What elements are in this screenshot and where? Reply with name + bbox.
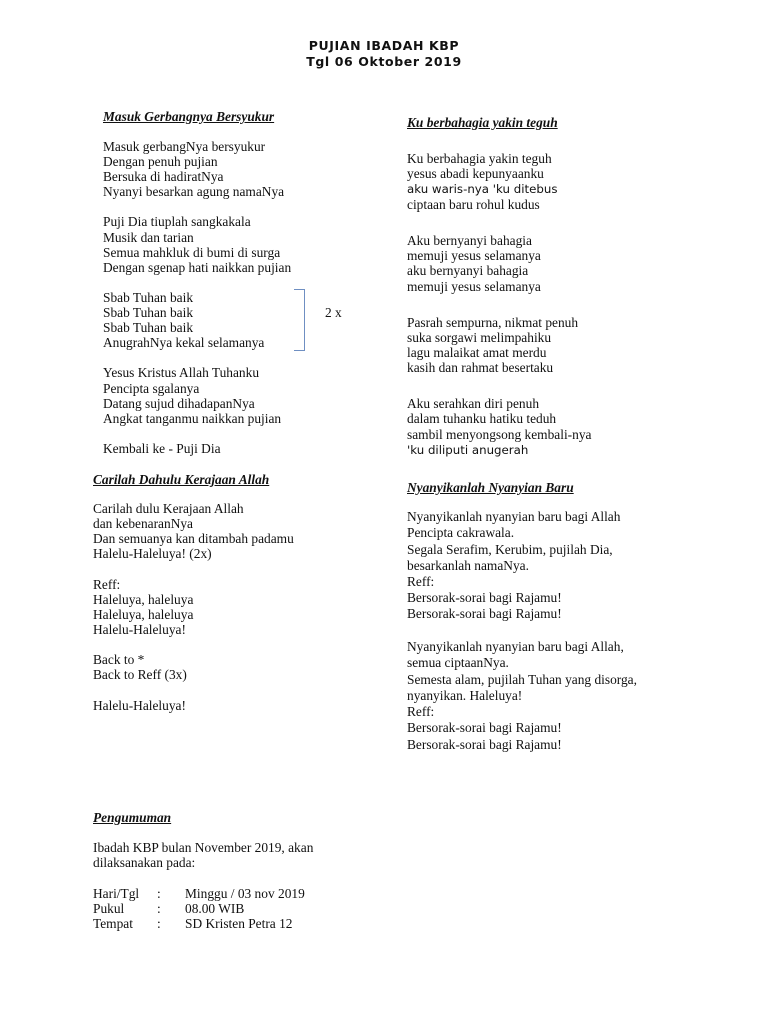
lyric-line: Pencipta cakrawala. — [407, 525, 515, 540]
repeat-bracket — [294, 289, 305, 351]
lyric-line: Halelu-Haleluya! — [93, 622, 186, 637]
info-value: 08.00 WIB — [185, 901, 245, 916]
lyric-line: Reff: — [407, 704, 435, 719]
lyric-line: Carilah dulu Kerajaan Allah — [93, 501, 244, 516]
lyric-line: aku waris-nya 'ku ditebus — [407, 182, 558, 196]
lyric-line: Semua mahkluk di bumi di surga — [103, 245, 281, 260]
lyric-line: Nyanyikanlah nyanyian baru bagi Allah, — [407, 639, 624, 654]
lyric-line: Sbab Tuhan baik — [103, 290, 194, 305]
document-date: Tgl 06 Oktober 2019 — [306, 54, 462, 69]
lyric-line: Reff: — [407, 574, 435, 589]
info-label: Pukul — [93, 901, 125, 916]
lyric-line: ciptaan baru rohul kudus — [407, 197, 540, 212]
lyric-line: Halelu-Haleluya! — [93, 698, 186, 713]
document-title: PUJIAN IBADAH KBP — [308, 38, 460, 53]
info-label: Tempat — [93, 916, 133, 931]
lyric-line: lagu malaikat amat merdu — [407, 345, 547, 360]
lyric-line: Yesus Kristus Allah Tuhanku — [103, 365, 260, 380]
info-separator: : — [157, 901, 161, 916]
announcement-title: Pengumuman — [93, 810, 172, 825]
info-value: Minggu / 03 nov 2019 — [185, 886, 305, 901]
lyric-line: Semesta alam, pujilah Tuhan yang disorga, — [407, 672, 637, 687]
lyric-line: Kembali ke - Puji Dia — [103, 441, 221, 456]
repeat-count: 2 x — [325, 305, 342, 320]
lyric-line: Segala Serafim, Kerubim, pujilah Dia, — [407, 542, 613, 557]
document-header — [0, 38, 768, 70]
lyric-line: Angkat tanganmu naikkan pujian — [103, 411, 282, 426]
lyric-line: Bersuka di hadiratNya — [103, 169, 224, 184]
song-title: Nyanyikanlah Nyanyian Baru — [407, 480, 574, 495]
lyric-line: Reff: — [93, 577, 121, 592]
info-value: SD Kristen Petra 12 — [185, 916, 293, 931]
lyric-line: Pencipta sgalanya — [103, 381, 200, 396]
lyric-line: Back to Reff (3x) — [93, 667, 187, 682]
lyric-line: Ku berbahagia yakin teguh — [407, 151, 552, 166]
lyric-line: sambil menyongsong kembali-nya — [407, 427, 592, 442]
lyric-line: Aku bernyanyi bahagia — [407, 233, 532, 248]
lyric-line: Musik dan tarian — [103, 230, 194, 245]
info-separator: : — [157, 886, 161, 901]
lyric-line: Masuk gerbangNya bersyukur — [103, 139, 266, 154]
info-separator: : — [157, 916, 161, 931]
lyric-line: Dengan penuh pujian — [103, 154, 218, 169]
lyric-line: Bersorak-sorai bagi Rajamu! — [407, 720, 562, 735]
lyric-line: Bersorak-sorai bagi Rajamu! — [407, 590, 562, 605]
lyric-line: Nyanyi besarkan agung namaNya — [103, 184, 285, 199]
song-title: Carilah Dahulu Kerajaan Allah — [93, 472, 270, 487]
lyric-line: Bersorak-sorai bagi Rajamu! — [407, 606, 562, 621]
lyric-line: kasih dan rahmat besertaku — [407, 360, 554, 375]
announcement-text: dilaksanakan pada: — [93, 855, 196, 870]
lyric-line: Haleluya, haleluya — [93, 607, 194, 622]
lyric-line: Aku serahkan diri penuh — [407, 396, 540, 411]
lyric-line: Bersorak-sorai bagi Rajamu! — [407, 737, 562, 752]
lyric-line: Datang sujud dihadapanNya — [103, 396, 255, 411]
lyric-line: Sbab Tuhan baik — [103, 305, 194, 320]
song-title: Ku berbahagia yakin teguh — [407, 115, 558, 130]
info-label: Hari/Tgl — [93, 886, 140, 901]
lyric-line: Puji Dia tiuplah sangkakala — [103, 214, 251, 229]
lyric-line: Sbab Tuhan baik — [103, 320, 194, 335]
lyric-line: Dengan sgenap hati naikkan pujian — [103, 260, 292, 275]
lyric-line: memuji yesus selamanya — [407, 248, 541, 263]
lyric-line: nyanyikan. Haleluya! — [407, 688, 523, 703]
lyric-line: yesus abadi kepunyaanku — [407, 166, 544, 181]
lyric-line: 'ku diliputi anugerah — [407, 443, 529, 457]
lyric-line: aku bernyanyi bahagia — [407, 263, 529, 278]
lyric-line: Back to * — [93, 652, 145, 667]
lyric-line: Pasrah sempurna, nikmat penuh — [407, 315, 579, 330]
lyric-line: semua ciptaanNya. — [407, 655, 509, 670]
lyric-line: besarkanlah namaNya. — [407, 558, 529, 573]
song-title: Masuk Gerbangnya Bersyukur — [103, 109, 275, 124]
lyric-line: Haleluya, haleluya — [93, 592, 194, 607]
lyric-line: suka sorgawi melimpahiku — [407, 330, 552, 345]
lyric-line: Halelu-Haleluya! (2x) — [93, 546, 212, 561]
lyric-line: Nyanyikanlah nyanyian baru bagi Allah — [407, 509, 621, 524]
announcement-text: Ibadah KBP bulan November 2019, akan — [93, 840, 314, 855]
lyric-line: dan kebenaranNya — [93, 516, 194, 531]
lyric-line: dalam tuhanku hatiku teduh — [407, 411, 557, 426]
lyric-line: AnugrahNya kekal selamanya — [103, 335, 265, 350]
lyric-line: memuji yesus selamanya — [407, 279, 541, 294]
lyric-line: Dan semuanya kan ditambah padamu — [93, 531, 294, 546]
